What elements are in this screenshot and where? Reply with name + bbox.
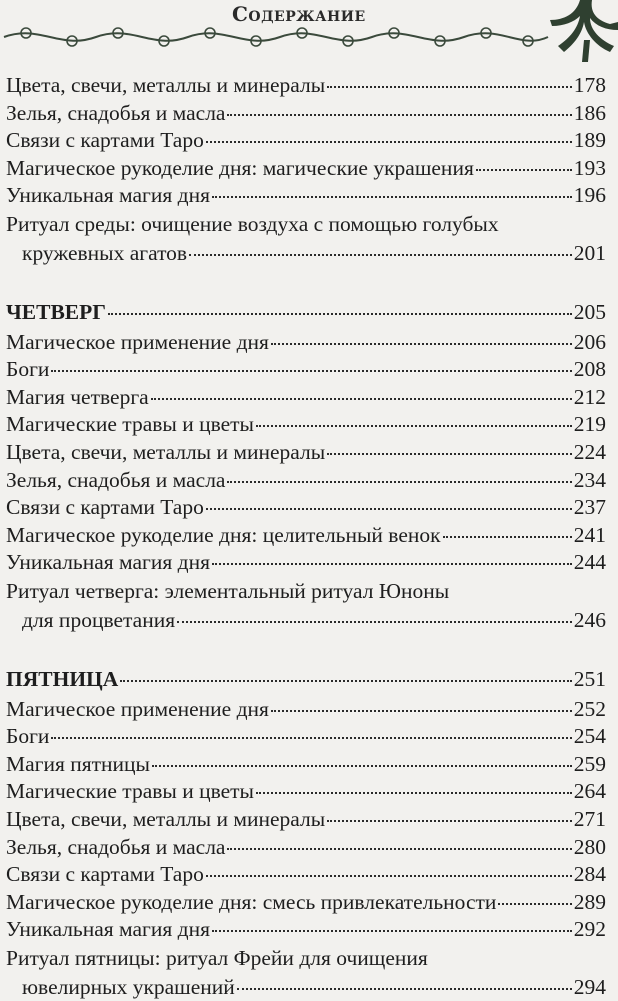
dot-leader — [51, 737, 571, 739]
toc-entry[interactable] — [6, 126, 606, 154]
page-number: 219 — [573, 412, 606, 437]
page-number: 189 — [573, 128, 606, 153]
page-number: 234 — [573, 467, 606, 492]
entry-title: Уникальная магия дня — [6, 550, 210, 575]
entry-title-line[interactable]: Ритуал среды: очищение воздуха с помощью голубых — [6, 212, 499, 236]
dot-leader — [227, 114, 571, 116]
dot-leader — [120, 680, 571, 682]
page-number: 292 — [573, 917, 606, 942]
entry-title: Магия пятницы — [6, 751, 151, 776]
entry-title: ПЯТНИЦА — [6, 667, 119, 691]
toc-entry[interactable] — [6, 777, 606, 805]
entry-title: Зелья, снадобья и масла — [6, 100, 226, 125]
dot-leader — [443, 536, 572, 538]
dot-leader — [51, 370, 571, 372]
page-number: 284 — [573, 862, 606, 887]
dot-leader — [327, 453, 572, 455]
toc-entry[interactable] — [6, 410, 606, 438]
entry-title-line[interactable]: Ритуал четверга: элементальный ритуал Юноны — [6, 579, 450, 603]
dot-leader — [227, 481, 571, 483]
toc-entry[interactable] — [6, 915, 606, 943]
entry-title: Магическое применение дня — [6, 696, 269, 721]
dot-leader — [212, 196, 572, 198]
entry-title: Магия четверга — [6, 384, 149, 409]
entry-title: Магическое рукоделие дня: целительный венок — [6, 522, 441, 547]
entry-title: Уникальная магия дня — [6, 183, 210, 208]
entry-title: Связи с картами Таро — [6, 862, 204, 887]
page-number: 244 — [573, 550, 606, 575]
toc-entry-ritual[interactable] — [22, 973, 606, 1001]
dot-leader — [476, 169, 572, 171]
toc-entry[interactable] — [6, 695, 606, 723]
entry-title: Магическое применение дня — [6, 329, 269, 354]
entry-title: ювелирных украшений — [22, 974, 235, 999]
toc-entry[interactable] — [6, 328, 606, 356]
entry-title: Магическое рукоделие дня: смесь привлекательности — [6, 889, 497, 914]
entry-title: Боги — [6, 724, 50, 749]
toc-entry[interactable] — [6, 71, 606, 99]
toc-entry-ritual[interactable] — [22, 606, 606, 634]
page-number: 193 — [573, 155, 606, 180]
dot-leader — [212, 563, 572, 565]
dot-leader — [189, 254, 572, 256]
dot-leader — [498, 903, 571, 905]
entry-title: Магические травы и цветы — [6, 779, 255, 804]
page-number: 251 — [573, 667, 606, 691]
entry-title: Цвета, свечи, металлы и минералы — [6, 73, 326, 97]
page-number: 280 — [573, 834, 606, 859]
toc-entry[interactable] — [6, 521, 606, 549]
page-number: 241 — [573, 522, 606, 547]
dot-leader — [256, 425, 572, 427]
page-number: 264 — [573, 779, 606, 804]
toc-entry[interactable] — [6, 833, 606, 861]
page-number: 237 — [573, 495, 606, 520]
dot-leader — [206, 508, 572, 510]
entry-title: Цвета, свечи, металлы и минералы — [6, 807, 326, 831]
page-number: 254 — [573, 724, 606, 749]
toc-entry-ritual[interactable] — [22, 239, 606, 267]
dot-leader — [108, 313, 572, 315]
page-number: 206 — [573, 329, 606, 354]
toc-entry[interactable] — [6, 466, 606, 494]
page-number: 186 — [573, 100, 606, 125]
entry-title: Боги — [6, 357, 50, 382]
toc-entry[interactable] — [6, 860, 606, 888]
page-number: 259 — [573, 751, 606, 776]
page-number: 271 — [573, 807, 606, 831]
entry-title: Уникальная магия дня — [6, 917, 210, 942]
page-title: Содержание — [232, 2, 366, 26]
toc-entry[interactable] — [6, 548, 606, 576]
entry-title: Магические травы и цветы — [6, 412, 255, 437]
page-number: 246 — [573, 607, 606, 632]
entry-title: для процветания — [22, 607, 176, 632]
toc-entry[interactable] — [6, 355, 606, 383]
entry-title: Связи с картами Таро — [6, 495, 204, 520]
entry-title: ЧЕТВЕРГ — [6, 300, 106, 324]
toc-entry[interactable] — [6, 805, 606, 833]
toc-entry[interactable] — [6, 99, 606, 127]
page-number: 224 — [573, 440, 606, 464]
dot-leader — [152, 765, 572, 767]
toc-entry[interactable] — [6, 722, 606, 750]
dot-leader — [327, 86, 572, 88]
page-number: 208 — [573, 357, 606, 382]
page-number: 289 — [573, 889, 606, 914]
dot-leader — [177, 621, 572, 623]
dot-leader — [206, 875, 572, 877]
toc-entry[interactable] — [6, 438, 606, 466]
toc-entry[interactable] — [6, 888, 606, 916]
page-number: 205 — [573, 300, 606, 324]
page-number: 196 — [573, 183, 606, 208]
dot-leader — [227, 848, 571, 850]
dot-leader — [271, 710, 572, 712]
dot-leader — [237, 988, 572, 990]
dot-leader — [206, 141, 572, 143]
dot-leader — [212, 930, 572, 932]
page-number: 201 — [573, 240, 606, 265]
entry-title: Зелья, снадобья и масла — [6, 834, 226, 859]
page-number: 252 — [573, 696, 606, 721]
dot-leader — [256, 792, 572, 794]
entry-title: Магическое рукоделие дня: магические украшения — [6, 155, 474, 180]
entry-title-line[interactable]: Ритуал пятницы: ритуал Фрейи для очищения — [6, 946, 428, 970]
toc-entry[interactable] — [6, 154, 606, 182]
toc-entry[interactable] — [6, 181, 606, 209]
toc-entry[interactable] — [6, 493, 606, 521]
page-number: 294 — [573, 974, 606, 999]
entry-title: Зелья, снадобья и масла — [6, 467, 226, 492]
page-number: 212 — [573, 384, 606, 409]
toc-entry[interactable] — [6, 383, 606, 411]
dot-leader — [151, 398, 572, 400]
entry-title: кружевных агатов — [22, 240, 188, 265]
entry-title: Цвета, свечи, металлы и минералы — [6, 440, 326, 464]
section-heading[interactable] — [6, 665, 606, 693]
section-heading[interactable] — [6, 298, 606, 326]
dot-leader — [271, 343, 572, 345]
entry-title: Связи с картами Таро — [6, 128, 204, 153]
dot-leader — [327, 820, 572, 822]
toc-entry[interactable] — [6, 750, 606, 778]
page-number: 178 — [573, 73, 606, 97]
